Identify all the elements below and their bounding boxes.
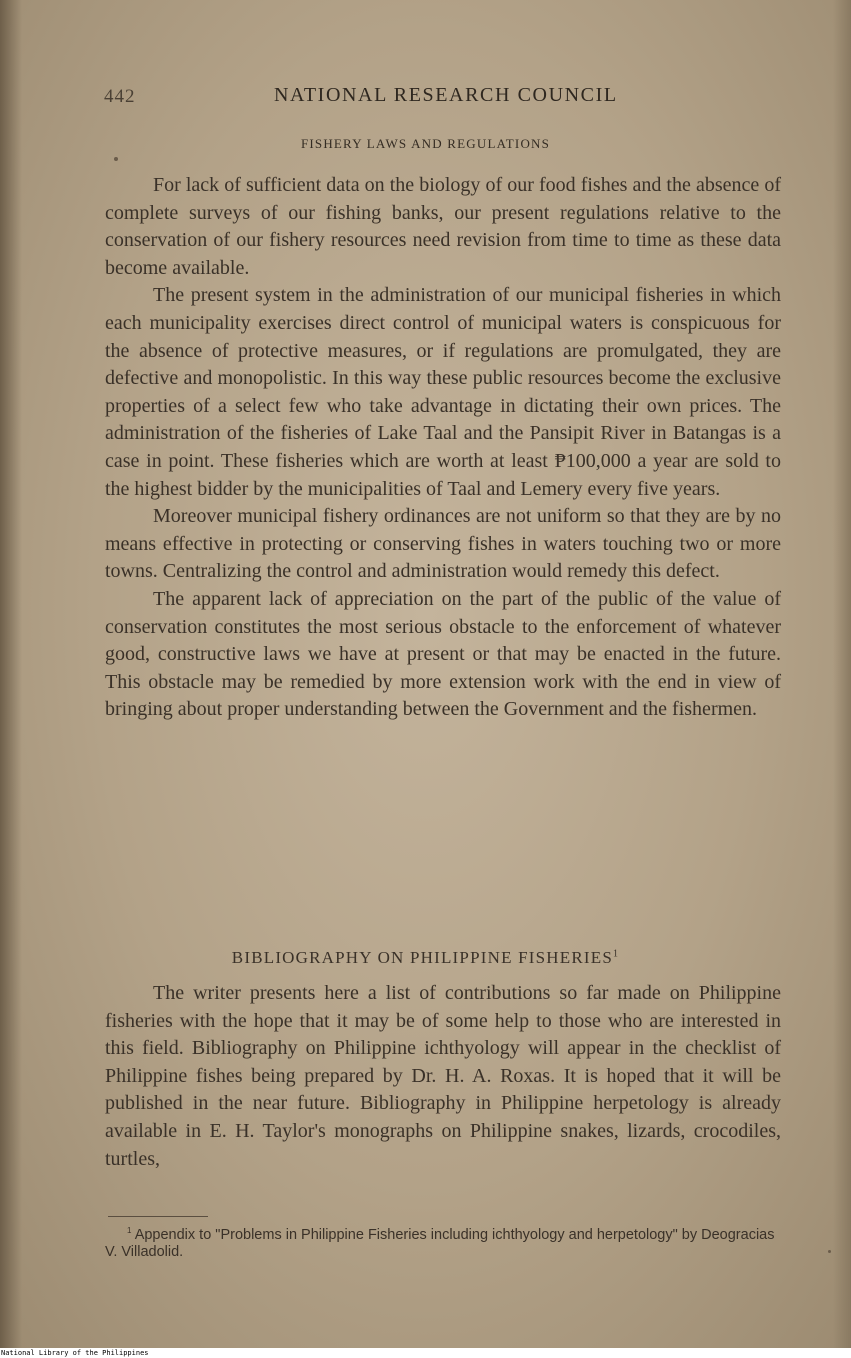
section-title: FISHERY LAWS AND REGULATIONS [300, 136, 551, 151]
footnote [105, 1222, 785, 1261]
paper-speck [114, 157, 118, 161]
page-header [104, 84, 784, 114]
footnote-divider [108, 1216, 208, 1217]
footnote-reference[interactable]: 1 [612, 948, 620, 960]
library-credit: National Library of the Philippines [0, 1348, 851, 1358]
page-shadow-left [0, 0, 22, 1348]
paragraph: The present system in the administration of our municipal fisheries in which each municipality exercises direct control of municipal waters is conspicuous for the absence of protective measures, or if regulations are promulgated, they are defective and monopolistic. In this way these public resources become the exclusive properties of a select few who take advantage in dictating their own prices. The administration of the fisheries of Lake Taal and the Pansipit River in Batangas is a case in point. These fisheries which are worth at least ₱100,000 a year are sold to the highest bidder by the municipalities of Taal and Lemery every five years. [105, 284, 781, 500]
section-body [105, 172, 781, 724]
paragraph: Moreover municipal fishery ordinances are not uniform so that they are by no means effective in protecting or conserving fishes in waters touching two or more towns. Centralizing the control and administration would remedy this defect. [105, 505, 781, 583]
bibliography-body [105, 980, 781, 1173]
bibliography-heading-text: BIBLIOGRAPHY ON PHILIPPINE FISHERIES [231, 948, 613, 967]
footnote-text: Appendix to "Problems in Philippine Fisheries including ichthyology and herpetology" by Deogracias V. Villadolid. [105, 1226, 775, 1260]
paragraph: The writer presents here a list of contributions so far made on Philippine fisheries with the hope that it may be of some help to those who are interested in this field. Bibliography on Philippine ichthyology will appear in the checklist of Philippine fishes being prepared by Dr. H. A. Roxas. It is hoped that it will be published in the near future. Bibliography in Philippine herpetology is already available in E. H. Taylor's monographs on Philippine snakes, lizards, crocodiles, turtles, [105, 982, 781, 1170]
paragraph: For lack of sufficient data on the biology of our food fishes and the absence of complete surveys of our fishing banks, our present regulations relative to the conservation of our fishery resources need revision from time to time as these data become available. [105, 174, 781, 279]
bibliography-heading [0, 948, 851, 968]
paragraph: The apparent lack of appreciation on the part of the public of the value of conservation constitutes the most serious obstacle to the enforcement of whatever good, constructive laws we have at present or that may be enacted in the future. This obstacle may be remedied by more extension work with the end in view of bringing about proper understanding between the Government and the fishermen. [105, 587, 781, 721]
paper-speck [828, 1250, 831, 1253]
running-title: NATIONAL RESEARCH COUNCIL [274, 84, 618, 106]
page-number: 442 [104, 86, 136, 107]
footnote-marker: 1 [127, 1226, 132, 1235]
page-shadow-right [833, 0, 851, 1348]
